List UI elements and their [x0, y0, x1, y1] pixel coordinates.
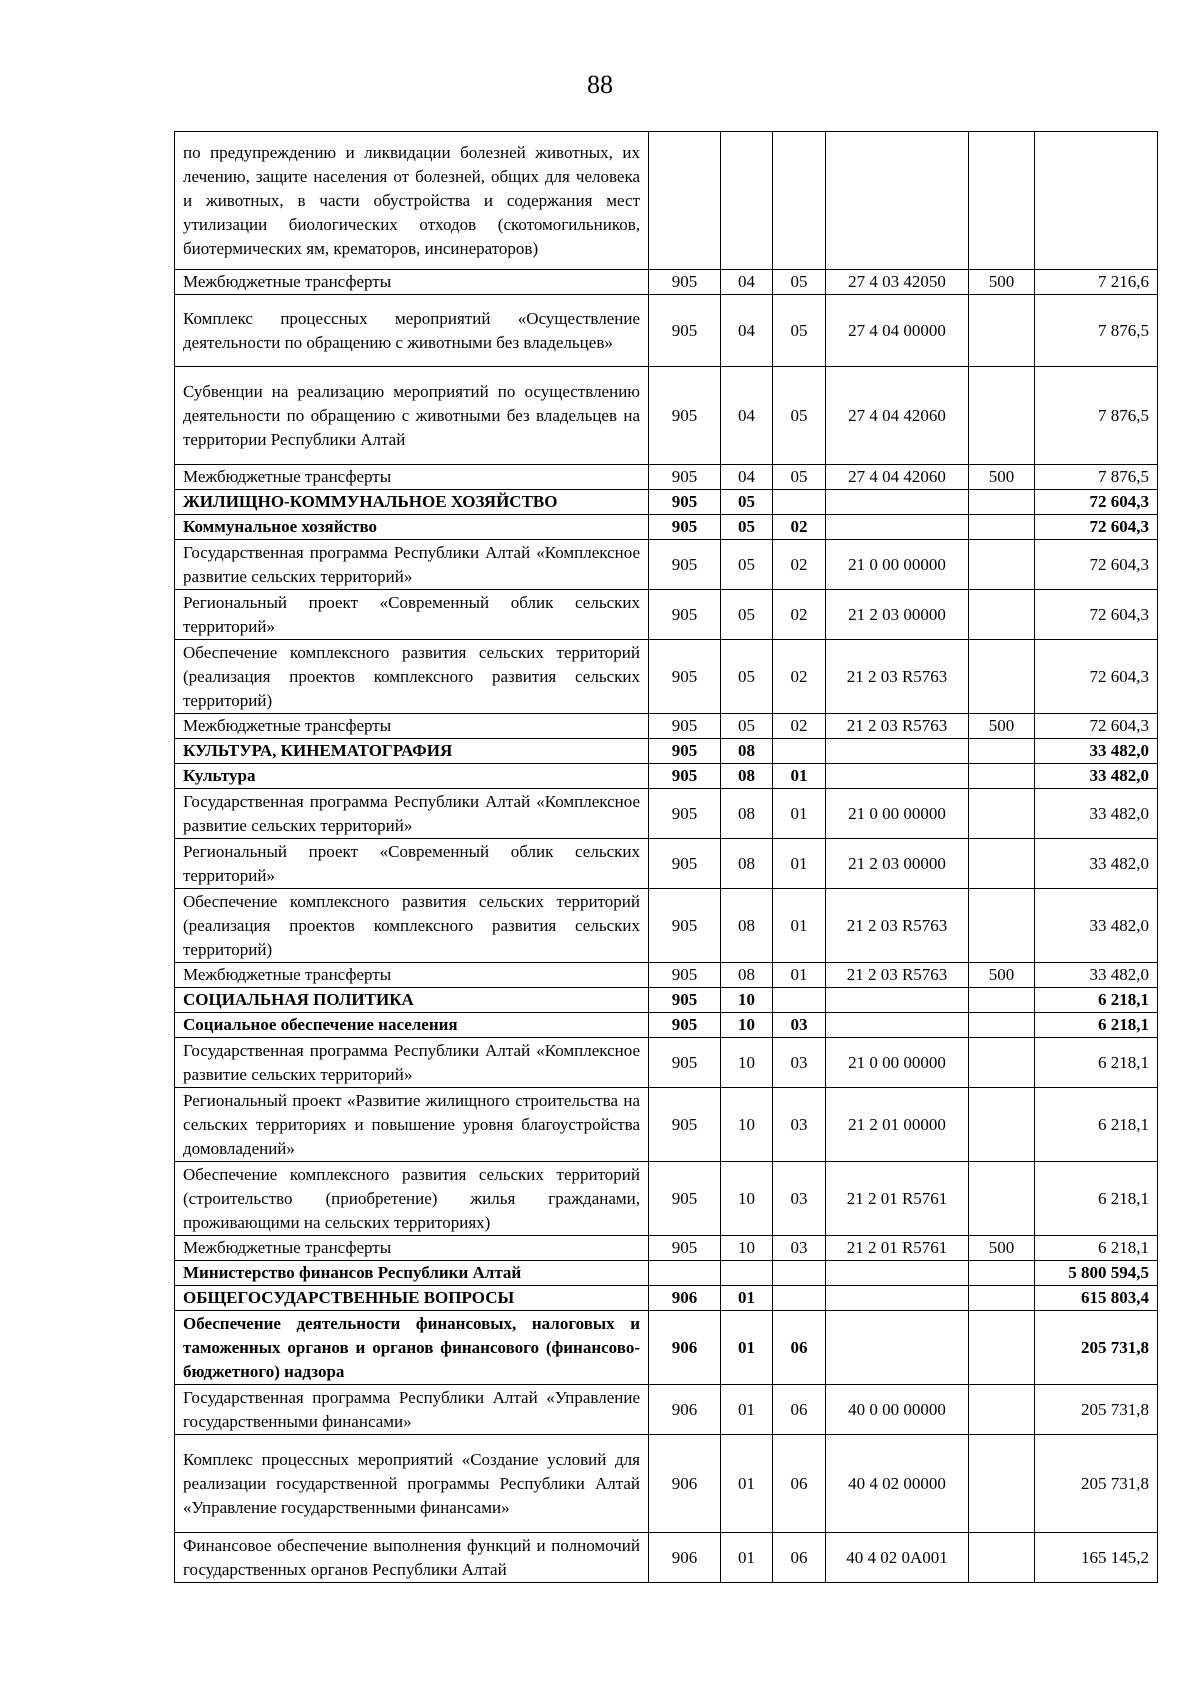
- pr-code-cell: 05: [773, 367, 826, 465]
- row-name-cell: ОБЩЕГОСУДАРСТВЕННЫЕ ВОПРОСЫ: [175, 1286, 649, 1311]
- csr-code-cell: 40 0 00 00000: [826, 1385, 969, 1435]
- row-name-cell: СОЦИАЛЬНАЯ ПОЛИТИКА: [175, 988, 649, 1013]
- table-row: [175, 1286, 1158, 1311]
- gr-code-cell: [649, 132, 721, 270]
- row-name-cell: Межбюджетные трансферты: [175, 270, 649, 295]
- vr-code-cell: [969, 367, 1035, 465]
- csr-code-cell: 21 0 00 00000: [826, 1038, 969, 1088]
- row-name-cell: КУЛЬТУРА, КИНЕМАТОГРАФИЯ: [175, 739, 649, 764]
- amount-cell: 205 731,8: [1035, 1311, 1158, 1385]
- vr-code-cell: [969, 1435, 1035, 1533]
- amount-cell: 205 731,8: [1035, 1435, 1158, 1533]
- row-name-cell: Обеспечение комплексного развития сельских территорий (реализация проектов комплексного развития сельских территорий): [175, 640, 649, 714]
- csr-code-cell: 21 2 03 00000: [826, 839, 969, 889]
- rz-code-cell: 04: [721, 270, 773, 295]
- gr-code-cell: 905: [649, 764, 721, 789]
- rz-code-cell: 04: [721, 367, 773, 465]
- csr-code-cell: [826, 1261, 969, 1286]
- row-name-cell: Коммунальное хозяйство: [175, 515, 649, 540]
- rz-code-cell: 05: [721, 490, 773, 515]
- table-row: [175, 590, 1158, 640]
- table-row: [175, 1435, 1158, 1533]
- row-name-cell: Государственная программа Республики Алтай «Комплексное развитие сельских территорий»: [175, 789, 649, 839]
- amount-cell: 5 800 594,5: [1035, 1261, 1158, 1286]
- amount-cell: 7 876,5: [1035, 367, 1158, 465]
- amount-cell: 72 604,3: [1035, 490, 1158, 515]
- csr-code-cell: 40 4 02 0A001: [826, 1533, 969, 1583]
- rz-code-cell: 05: [721, 590, 773, 640]
- rz-code-cell: 05: [721, 640, 773, 714]
- rz-code-cell: 01: [721, 1286, 773, 1311]
- csr-code-cell: 21 2 01 R5761: [826, 1162, 969, 1236]
- vr-code-cell: [969, 295, 1035, 367]
- csr-code-cell: 21 2 03 00000: [826, 590, 969, 640]
- table-row: [175, 1162, 1158, 1236]
- row-name-cell: Региональный проект «Развитие жилищного строительства на сельских территориях и повышение уровня благоустройства домовладений»: [175, 1088, 649, 1162]
- pr-code-cell: 06: [773, 1311, 826, 1385]
- pr-code-cell: [773, 1286, 826, 1311]
- amount-cell: 6 218,1: [1035, 1013, 1158, 1038]
- pr-code-cell: 02: [773, 590, 826, 640]
- pr-code-cell: 06: [773, 1385, 826, 1435]
- table-row: [175, 270, 1158, 295]
- amount-cell: 6 218,1: [1035, 988, 1158, 1013]
- vr-code-cell: [969, 988, 1035, 1013]
- csr-code-cell: [826, 515, 969, 540]
- csr-code-cell: [826, 490, 969, 515]
- pr-code-cell: [773, 1261, 826, 1286]
- pr-code-cell: 02: [773, 540, 826, 590]
- row-name-cell: Межбюджетные трансферты: [175, 465, 649, 490]
- row-name-cell: Обеспечение комплексного развития сельских территорий (строительство (приобретение) жилья гражданами, проживающими на сельских территориях): [175, 1162, 649, 1236]
- gr-code-cell: 905: [649, 963, 721, 988]
- row-name-cell: ЖИЛИЩНО-КОММУНАЛЬНОЕ ХОЗЯЙСТВО: [175, 490, 649, 515]
- table-row: [175, 490, 1158, 515]
- row-name-cell: Государственная программа Республики Алтай «Управление государственными финансами»: [175, 1385, 649, 1435]
- gr-code-cell: 906: [649, 1435, 721, 1533]
- table-row: [175, 540, 1158, 590]
- csr-code-cell: 27 4 04 42060: [826, 367, 969, 465]
- amount-cell: 72 604,3: [1035, 515, 1158, 540]
- gr-code-cell: 905: [649, 1236, 721, 1261]
- row-name-cell: Государственная программа Республики Алтай «Комплексное развитие сельских территорий»: [175, 1038, 649, 1088]
- amount-cell: 72 604,3: [1035, 540, 1158, 590]
- row-name-cell: Комплекс процессных мероприятий «Осуществление деятельности по обращению с животными без владельцев»: [175, 295, 649, 367]
- pr-code-cell: 03: [773, 1038, 826, 1088]
- vr-code-cell: [969, 540, 1035, 590]
- row-name-cell: Государственная программа Республики Алтай «Комплексное развитие сельских территорий»: [175, 540, 649, 590]
- amount-cell: 33 482,0: [1035, 789, 1158, 839]
- gr-code-cell: 905: [649, 1162, 721, 1236]
- amount-cell: 33 482,0: [1035, 963, 1158, 988]
- amount-cell: 33 482,0: [1035, 889, 1158, 963]
- table-row: [175, 739, 1158, 764]
- amount-cell: 33 482,0: [1035, 839, 1158, 889]
- csr-code-cell: [826, 1286, 969, 1311]
- table-row: [175, 988, 1158, 1013]
- gr-code-cell: 906: [649, 1385, 721, 1435]
- pr-code-cell: 02: [773, 515, 826, 540]
- csr-code-cell: [826, 988, 969, 1013]
- row-name-cell: Региональный проект «Современный облик сельских территорий»: [175, 590, 649, 640]
- gr-code-cell: 905: [649, 590, 721, 640]
- gr-code-cell: 906: [649, 1311, 721, 1385]
- vr-code-cell: [969, 1162, 1035, 1236]
- amount-cell: 72 604,3: [1035, 714, 1158, 739]
- gr-code-cell: 906: [649, 1286, 721, 1311]
- table-row: [175, 1533, 1158, 1583]
- row-name-cell: Межбюджетные трансферты: [175, 714, 649, 739]
- amount-cell: 7 876,5: [1035, 295, 1158, 367]
- vr-code-cell: [969, 1013, 1035, 1038]
- csr-code-cell: 21 0 00 00000: [826, 789, 969, 839]
- pr-code-cell: [773, 490, 826, 515]
- rz-code-cell: 10: [721, 1038, 773, 1088]
- pr-code-cell: 06: [773, 1533, 826, 1583]
- rz-code-cell: 10: [721, 1088, 773, 1162]
- csr-code-cell: 27 4 04 42060: [826, 465, 969, 490]
- pr-code-cell: 02: [773, 640, 826, 714]
- amount-cell: 6 218,1: [1035, 1162, 1158, 1236]
- gr-code-cell: 905: [649, 714, 721, 739]
- rz-code-cell: 05: [721, 515, 773, 540]
- rz-code-cell: [721, 1261, 773, 1286]
- vr-code-cell: [969, 490, 1035, 515]
- vr-code-cell: [969, 515, 1035, 540]
- pr-code-cell: 01: [773, 963, 826, 988]
- table-row: [175, 764, 1158, 789]
- gr-code-cell: 905: [649, 988, 721, 1013]
- csr-code-cell: [826, 739, 969, 764]
- csr-code-cell: 21 2 01 R5761: [826, 1236, 969, 1261]
- vr-code-cell: [969, 1088, 1035, 1162]
- pr-code-cell: 03: [773, 1162, 826, 1236]
- csr-code-cell: [826, 132, 969, 270]
- amount-cell: 165 145,2: [1035, 1533, 1158, 1583]
- row-name-cell: Обеспечение комплексного развития сельских территорий (реализация проектов комплексного развития сельских территорий): [175, 889, 649, 963]
- gr-code-cell: 905: [649, 889, 721, 963]
- gr-code-cell: 906: [649, 1533, 721, 1583]
- pr-code-cell: 03: [773, 1236, 826, 1261]
- rz-code-cell: 08: [721, 839, 773, 889]
- gr-code-cell: [649, 1261, 721, 1286]
- vr-code-cell: [969, 132, 1035, 270]
- csr-code-cell: 27 4 04 00000: [826, 295, 969, 367]
- row-name-cell: Министерство финансов Республики Алтай: [175, 1261, 649, 1286]
- amount-cell: 6 218,1: [1035, 1088, 1158, 1162]
- gr-code-cell: 905: [649, 540, 721, 590]
- table-row: [175, 1038, 1158, 1088]
- rz-code-cell: 10: [721, 988, 773, 1013]
- gr-code-cell: 905: [649, 739, 721, 764]
- pr-code-cell: 05: [773, 270, 826, 295]
- csr-code-cell: 40 4 02 00000: [826, 1435, 969, 1533]
- csr-code-cell: 21 2 03 R5763: [826, 714, 969, 739]
- table-row: [175, 367, 1158, 465]
- vr-code-cell: [969, 1261, 1035, 1286]
- table-row: [175, 839, 1158, 889]
- vr-code-cell: 500: [969, 270, 1035, 295]
- vr-code-cell: [969, 590, 1035, 640]
- rz-code-cell: 10: [721, 1013, 773, 1038]
- table-row: [175, 1385, 1158, 1435]
- row-name-cell: Комплекс процессных мероприятий «Создание условий для реализации государственной программы Республики Алтай «Управление государственными финансами»: [175, 1435, 649, 1533]
- csr-code-cell: 21 2 01 00000: [826, 1088, 969, 1162]
- gr-code-cell: 905: [649, 1088, 721, 1162]
- pr-code-cell: 02: [773, 714, 826, 739]
- budget-table: [174, 131, 1158, 1583]
- csr-code-cell: 21 2 03 R5763: [826, 963, 969, 988]
- csr-code-cell: 21 2 03 R5763: [826, 889, 969, 963]
- amount-cell: 33 482,0: [1035, 739, 1158, 764]
- row-name-cell: Социальное обеспечение населения: [175, 1013, 649, 1038]
- pr-code-cell: 01: [773, 764, 826, 789]
- rz-code-cell: 04: [721, 295, 773, 367]
- pr-code-cell: [773, 988, 826, 1013]
- csr-code-cell: [826, 1311, 969, 1385]
- gr-code-cell: 905: [649, 515, 721, 540]
- table-row: [175, 889, 1158, 963]
- row-name-cell: Субвенции на реализацию мероприятий по осуществлению деятельности по обращению с животными без владельцев на территории Республики Алтай: [175, 367, 649, 465]
- vr-code-cell: 500: [969, 1236, 1035, 1261]
- row-name-cell: по предупреждению и ликвидации болезней животных, их лечению, защите населения от болезней, общих для человека и животных, в части обустройства и содержания мест утилизации биологических отходов (скотомогильников, биотермических ям, крематоров, инсинераторов): [175, 132, 649, 270]
- row-name-cell: Финансовое обеспечение выполнения функций и полномочий государственных органов Республики Алтай: [175, 1533, 649, 1583]
- csr-code-cell: 27 4 03 42050: [826, 270, 969, 295]
- vr-code-cell: [969, 1286, 1035, 1311]
- table-row: [175, 465, 1158, 490]
- rz-code-cell: 10: [721, 1162, 773, 1236]
- rz-code-cell: 01: [721, 1435, 773, 1533]
- amount-cell: 6 218,1: [1035, 1038, 1158, 1088]
- vr-code-cell: [969, 1533, 1035, 1583]
- rz-code-cell: 08: [721, 789, 773, 839]
- row-name-cell: Региональный проект «Современный облик сельских территорий»: [175, 839, 649, 889]
- csr-code-cell: 21 0 00 00000: [826, 540, 969, 590]
- vr-code-cell: [969, 889, 1035, 963]
- pr-code-cell: 05: [773, 465, 826, 490]
- vr-code-cell: [969, 1385, 1035, 1435]
- gr-code-cell: 905: [649, 367, 721, 465]
- table-row: [175, 515, 1158, 540]
- pr-code-cell: [773, 132, 826, 270]
- table-row: [175, 1236, 1158, 1261]
- table-row: [175, 1311, 1158, 1385]
- csr-code-cell: [826, 1013, 969, 1038]
- amount-cell: 33 482,0: [1035, 764, 1158, 789]
- table-row: [175, 1261, 1158, 1286]
- budget-table-body: [175, 132, 1158, 1583]
- gr-code-cell: 905: [649, 839, 721, 889]
- rz-code-cell: 01: [721, 1311, 773, 1385]
- table-row: [175, 640, 1158, 714]
- table-row: [175, 132, 1158, 270]
- vr-code-cell: [969, 789, 1035, 839]
- pr-code-cell: [773, 739, 826, 764]
- table-row: [175, 295, 1158, 367]
- rz-code-cell: 01: [721, 1385, 773, 1435]
- rz-code-cell: 01: [721, 1533, 773, 1583]
- vr-code-cell: [969, 764, 1035, 789]
- vr-code-cell: [969, 739, 1035, 764]
- pr-code-cell: 03: [773, 1013, 826, 1038]
- pr-code-cell: 03: [773, 1088, 826, 1162]
- table-row: [175, 963, 1158, 988]
- gr-code-cell: 905: [649, 295, 721, 367]
- rz-code-cell: 08: [721, 963, 773, 988]
- gr-code-cell: 905: [649, 1013, 721, 1038]
- rz-code-cell: 08: [721, 764, 773, 789]
- vr-code-cell: [969, 1038, 1035, 1088]
- gr-code-cell: 905: [649, 490, 721, 515]
- vr-code-cell: [969, 640, 1035, 714]
- page-number: 88: [587, 70, 613, 99]
- amount-cell: 205 731,8: [1035, 1385, 1158, 1435]
- vr-code-cell: [969, 1311, 1035, 1385]
- row-name-cell: Культура: [175, 764, 649, 789]
- row-name-cell: Обеспечение деятельности финансовых, налоговых и таможенных органов и органов финансового (финансово-бюджетного) надзора: [175, 1311, 649, 1385]
- table-row: [175, 1088, 1158, 1162]
- rz-code-cell: 05: [721, 714, 773, 739]
- csr-code-cell: 21 2 03 R5763: [826, 640, 969, 714]
- row-name-cell: Межбюджетные трансферты: [175, 1236, 649, 1261]
- rz-code-cell: 05: [721, 540, 773, 590]
- amount-cell: 6 218,1: [1035, 1236, 1158, 1261]
- gr-code-cell: 905: [649, 270, 721, 295]
- table-row: [175, 789, 1158, 839]
- pr-code-cell: 06: [773, 1435, 826, 1533]
- rz-code-cell: [721, 132, 773, 270]
- amount-cell: 615 803,4: [1035, 1286, 1158, 1311]
- gr-code-cell: 905: [649, 1038, 721, 1088]
- rz-code-cell: 08: [721, 739, 773, 764]
- pr-code-cell: 01: [773, 839, 826, 889]
- pr-code-cell: 01: [773, 789, 826, 839]
- rz-code-cell: 08: [721, 889, 773, 963]
- amount-cell: 72 604,3: [1035, 640, 1158, 714]
- amount-cell: 72 604,3: [1035, 590, 1158, 640]
- pr-code-cell: 05: [773, 295, 826, 367]
- rz-code-cell: 04: [721, 465, 773, 490]
- vr-code-cell: [969, 839, 1035, 889]
- csr-code-cell: [826, 764, 969, 789]
- table-row: [175, 1013, 1158, 1038]
- amount-cell: 7 216,6: [1035, 270, 1158, 295]
- pr-code-cell: 01: [773, 889, 826, 963]
- row-name-cell: Межбюджетные трансферты: [175, 963, 649, 988]
- vr-code-cell: 500: [969, 963, 1035, 988]
- rz-code-cell: 10: [721, 1236, 773, 1261]
- amount-cell: [1035, 132, 1158, 270]
- gr-code-cell: 905: [649, 465, 721, 490]
- gr-code-cell: 905: [649, 640, 721, 714]
- vr-code-cell: 500: [969, 465, 1035, 490]
- amount-cell: 7 876,5: [1035, 465, 1158, 490]
- vr-code-cell: 500: [969, 714, 1035, 739]
- gr-code-cell: 905: [649, 789, 721, 839]
- table-row: [175, 714, 1158, 739]
